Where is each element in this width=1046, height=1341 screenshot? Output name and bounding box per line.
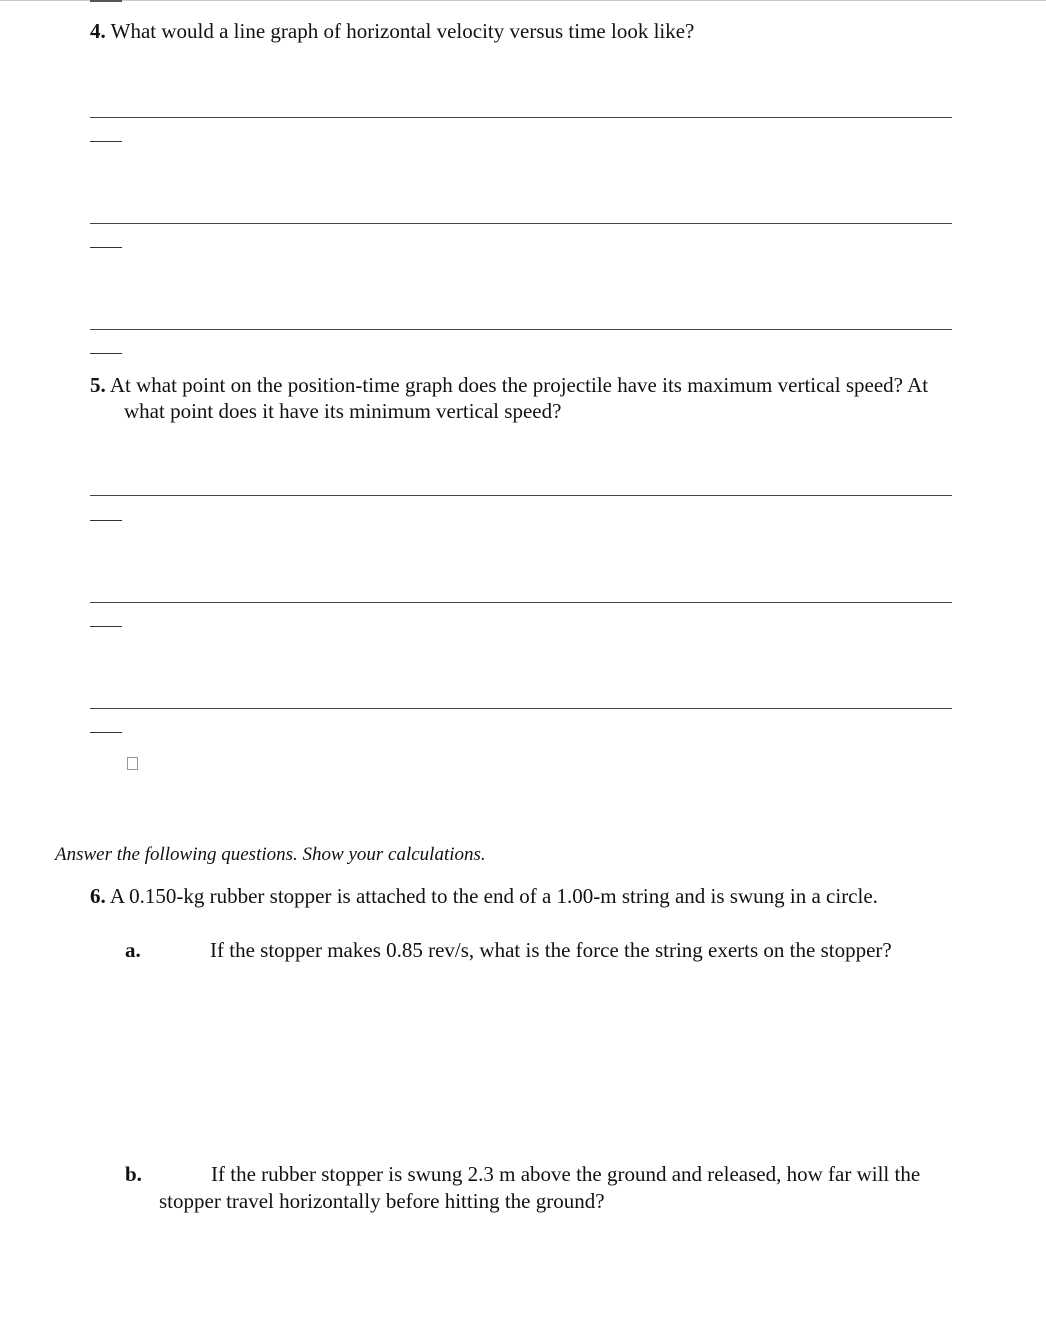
question-5 [90,372,928,398]
part-b-letter: b. [125,1162,142,1186]
question-6 [90,883,878,909]
answer-line-stub [90,141,122,142]
answer-line-stub [90,732,122,733]
answer-line-stub [90,247,122,248]
question-4 [90,18,694,44]
answer-line-q4-1[interactable] [90,117,952,118]
question-5-text-line1: At what point on the position-time graph does the projectile have its maximum vertical speed? At [109,373,929,397]
question-6-number: 6. [90,884,106,908]
part-b-text-line1: If the rubber stopper is swung 2.3 m above the ground and released, how far will the [211,1162,921,1186]
answer-line-stub [90,353,122,354]
part-a-text: If the stopper makes 0.85 rev/s, what is the force the string exerts on the stopper? [210,938,892,962]
section-instruction: Answer the following questions. Show your calculations. [55,844,486,865]
part-a-letter: a. [125,938,141,962]
page-top-mark [90,0,122,2]
empty-checkbox-icon[interactable] [127,757,138,770]
answer-line-q5-3[interactable] [90,708,952,709]
question-5-text-line2: what point does it have its minimum vertical speed? [124,399,562,423]
question-6-text: A 0.150-kg rubber stopper is attached to the end of a 1.00-m string and is swung in a circle. [109,884,878,908]
part-b-text-line2: stopper travel horizontally before hitting the ground? [159,1189,605,1213]
question-4-text: What would a line graph of horizontal velocity versus time look like? [110,19,695,43]
answer-line-q4-3[interactable] [90,329,952,330]
answer-line-q4-2[interactable] [90,223,952,224]
answer-line-stub [90,520,122,521]
question-5-number: 5. [90,373,106,397]
answer-line-stub [90,626,122,627]
page-top-border [0,0,1046,1]
answer-line-q5-1[interactable] [90,495,952,496]
answer-line-q5-2[interactable] [90,602,952,603]
question-4-number: 4. [90,19,106,43]
